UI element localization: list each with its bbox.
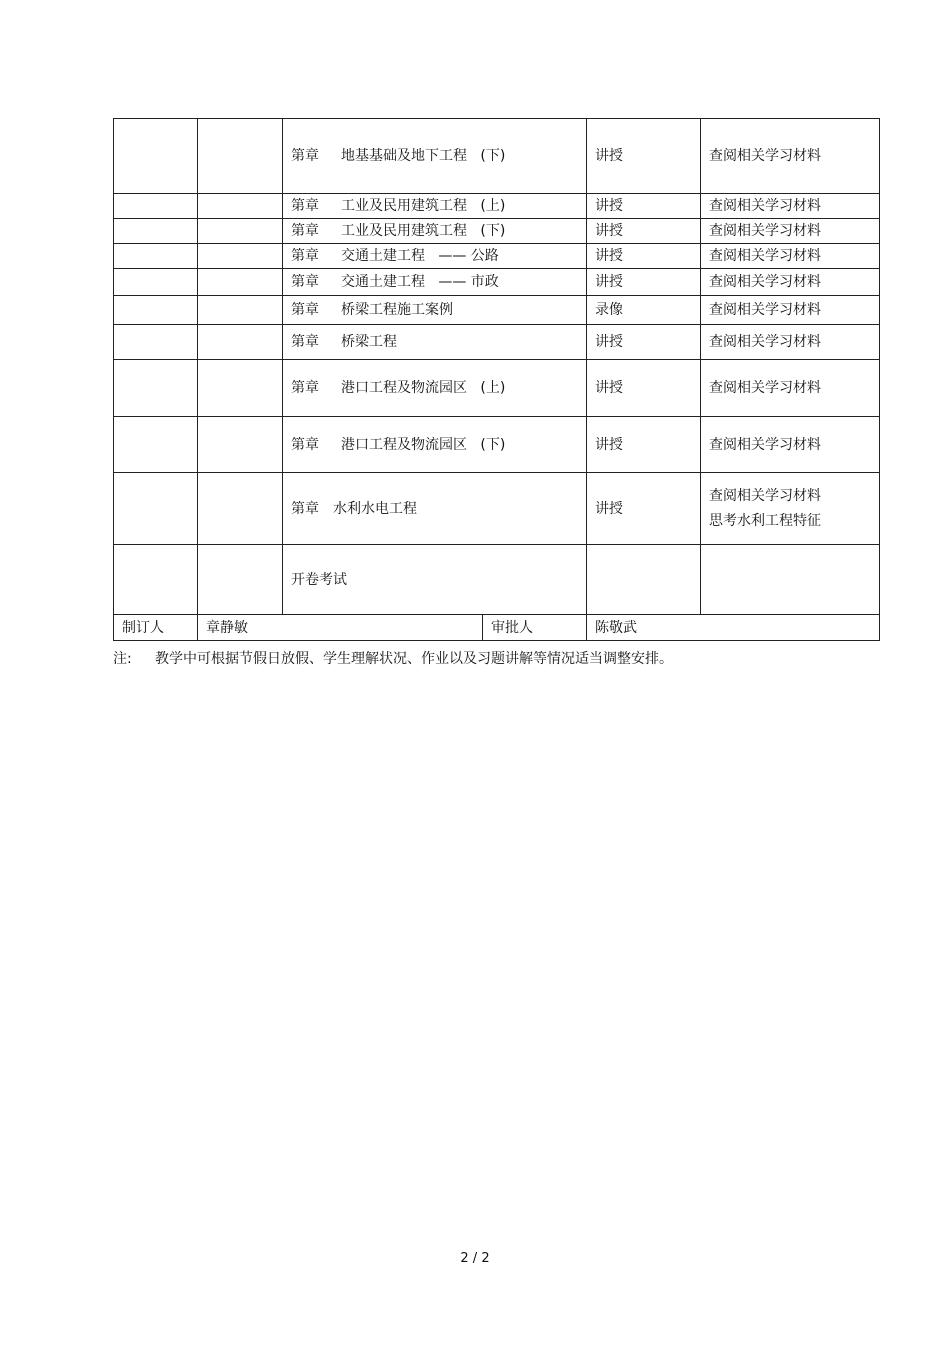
table-row: [114, 545, 880, 615]
cell-blank: [198, 360, 283, 417]
cell-blank: [198, 119, 283, 194]
activity-cell: 查阅相关学习材料: [701, 219, 880, 244]
footnote: [113, 648, 673, 668]
table-row: [114, 325, 880, 360]
topic-cell: [283, 360, 587, 417]
activity-cell: [701, 473, 880, 545]
method-cell: 讲授: [587, 219, 701, 244]
method-cell: [587, 545, 701, 615]
method-cell: 讲授: [587, 360, 701, 417]
topic-part: (下): [480, 148, 506, 164]
cell-blank: [198, 417, 283, 473]
topic-title: 港口工程及物流园区: [341, 380, 467, 396]
table-row: [114, 119, 880, 194]
cell-blank: [114, 473, 198, 545]
schedule-body: [114, 119, 880, 641]
topic-part: (上): [480, 380, 506, 396]
cell-blank: [114, 545, 198, 615]
cell-blank: [114, 296, 198, 325]
activity-cell: 查阅相关学习材料: [701, 194, 880, 219]
method-cell: 讲授: [587, 194, 701, 219]
topic-title: 交通土建工程: [341, 248, 425, 264]
table-row: [114, 269, 880, 296]
topic-title: 港口工程及物流园区: [341, 436, 467, 453]
topic-cell: [283, 244, 587, 269]
chapter-label: 第章: [291, 302, 319, 318]
method-cell: 讲授: [587, 325, 701, 360]
topic-cell: [283, 473, 587, 545]
chapter-label: 第章: [291, 380, 319, 396]
topic-cell: [283, 194, 587, 219]
topic-title: 地基基础及地下工程: [341, 148, 467, 164]
schedule-table: [113, 118, 880, 641]
table-row: [114, 194, 880, 219]
chapter-label: 第章: [291, 500, 319, 517]
topic-part: (下): [480, 223, 506, 239]
topic-cell: 开卷考试: [283, 545, 587, 615]
cell-blank: [198, 269, 283, 296]
table-row: [114, 244, 880, 269]
cell-blank: [198, 325, 283, 360]
topic-title: 桥梁工程施工案例: [341, 302, 453, 318]
method-cell: 录像: [587, 296, 701, 325]
topic-cell: [283, 325, 587, 360]
activity-cell: 查阅相关学习材料: [701, 296, 880, 325]
chapter-label: 第章: [291, 334, 319, 350]
cell-blank: [198, 219, 283, 244]
topic-title: 交通土建工程: [341, 274, 425, 290]
cell-blank: [114, 325, 198, 360]
page-number: 2 / 2: [460, 1251, 490, 1266]
activity-cell: [701, 545, 880, 615]
topic-cell: [283, 269, 587, 296]
method-cell: 讲授: [587, 244, 701, 269]
topic-part: —— 公路: [438, 248, 499, 264]
cell-blank: [114, 119, 198, 194]
cell-blank: [114, 417, 198, 473]
method-cell: 讲授: [587, 119, 701, 194]
cell-blank: [198, 545, 283, 615]
topic-title: 水利水电工程: [333, 500, 417, 517]
activity-cell: 查阅相关学习材料: [701, 244, 880, 269]
activity-cell: 查阅相关学习材料: [701, 360, 880, 417]
cell-blank: [114, 219, 198, 244]
cell-blank: [198, 473, 283, 545]
activity-line: 查阅相关学习材料: [709, 487, 822, 504]
topic-part: —— 市政: [438, 274, 499, 290]
topic-cell: [283, 119, 587, 194]
method-cell: 讲授: [587, 417, 701, 473]
approver-name: 陈敬武: [587, 615, 880, 641]
method-cell: 讲授: [587, 269, 701, 296]
activity-cell: 查阅相关学习材料: [701, 269, 880, 296]
author-name: 章静敏: [198, 615, 483, 641]
cell-blank: [114, 269, 198, 296]
chapter-label: 第章: [291, 248, 319, 264]
cell-blank: [114, 244, 198, 269]
cell-blank: [198, 296, 283, 325]
method-cell: 讲授: [587, 473, 701, 545]
activity-cell: 查阅相关学习材料: [701, 119, 880, 194]
table-row: [114, 219, 880, 244]
topic-title: 工业及民用建筑工程: [341, 223, 467, 239]
activity-cell: 查阅相关学习材料: [701, 417, 880, 473]
footnote-label: 注:: [113, 651, 132, 667]
chapter-label: 第章: [291, 148, 319, 164]
activity-cell: 查阅相关学习材料: [701, 325, 880, 360]
table-row: [114, 417, 880, 473]
cell-blank: [198, 244, 283, 269]
chapter-label: 第章: [291, 436, 319, 453]
activity-line: 思考水利工程特征: [709, 512, 822, 529]
topic-part: (下): [480, 436, 506, 453]
signature-row: [114, 615, 880, 641]
cell-blank: [114, 194, 198, 219]
topic-title: 桥梁工程: [341, 334, 397, 350]
table-row: [114, 296, 880, 325]
cell-blank: [114, 360, 198, 417]
footnote-text: 教学中可根据节假日放假、学生理解状况、作业以及习题讲解等情况适当调整安排。: [155, 651, 673, 667]
chapter-label: 第章: [291, 198, 319, 214]
author-label: 制订人: [114, 615, 198, 641]
topic-cell: [283, 296, 587, 325]
topic-cell: [283, 417, 587, 473]
approver-label: 审批人: [483, 615, 587, 641]
table-row: [114, 360, 880, 417]
topic-part: (上): [480, 198, 506, 214]
chapter-label: 第章: [291, 223, 319, 239]
topic-cell: [283, 219, 587, 244]
chapter-label: 第章: [291, 274, 319, 290]
cell-blank: [198, 194, 283, 219]
table-row: [114, 473, 880, 545]
topic-title: 工业及民用建筑工程: [341, 198, 467, 214]
